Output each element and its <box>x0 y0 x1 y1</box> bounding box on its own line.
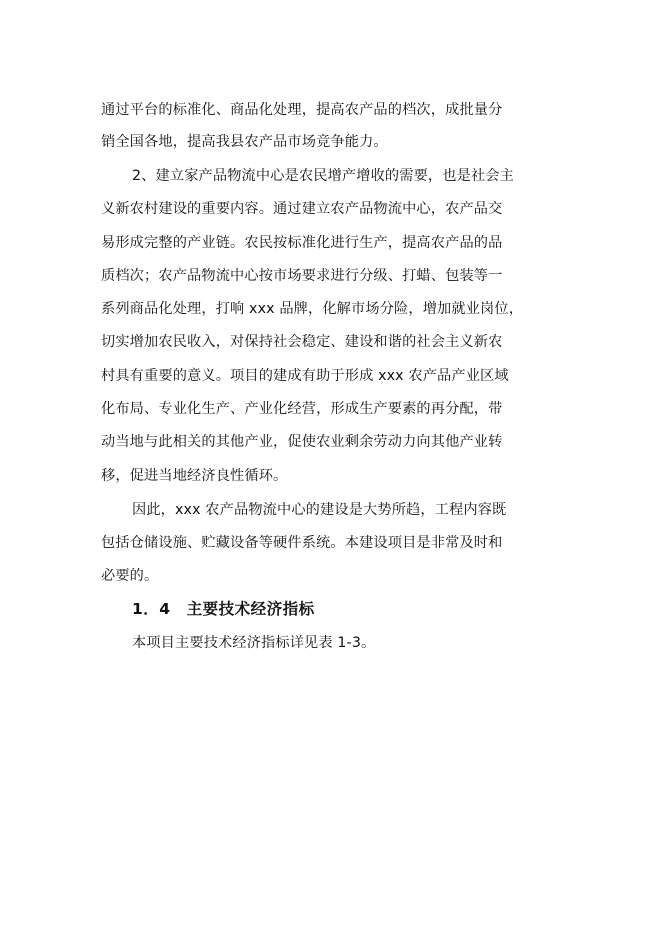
paragraph-line: 销全国各地，提高我县农产品市场竞争能力。 <box>101 134 388 150</box>
paragraph-line: 因此，xxx 农产品物流中心的建设是大势所趋，工程内容既 <box>132 502 507 518</box>
paragraph-line: 易形成完整的产业链。农民按标准化进行生产，提高农产品的品 <box>101 235 503 251</box>
paragraph-line: 移，促进当地经济良性循环。 <box>101 468 288 484</box>
paragraph-line: 2、建立家产品物流中心是农民增产增收的需要，也是社会主 <box>132 168 514 184</box>
paragraph-line: 必要的。 <box>101 568 159 584</box>
paragraph-line: 动当地与此相关的其他产业，促使农业剩余劳动力向其他产业转 <box>101 434 503 450</box>
paragraph-line: 村具有重要的意义。项目的建成有助于形成 xxx 农产品产业区域 <box>101 368 509 384</box>
paragraph-line: 包括仓储设施、贮藏设备等硬件系统。本建设项目是非常及时和 <box>101 535 503 551</box>
section-heading: 1．4 主要技术经济指标 <box>132 600 315 618</box>
paragraph-line: 通过平台的标准化、商品化处理，提高农产品的档次，成批量分 <box>101 102 503 118</box>
paragraph-line: 系列商品化处理，打响 xxx 品牌，化解市场分险，增加就业岗位， <box>101 301 524 317</box>
paragraph-line: 义新农村建设的重要内容。通过建立农产品物流中心，农产品交 <box>101 201 503 217</box>
paragraph-line: 质档次；农产品物流中心按市场要求进行分级、打蜡、包装等一 <box>101 268 503 284</box>
paragraph-line: 本项目主要技术经济指标详见表 1-3。 <box>132 635 376 651</box>
paragraph-line: 化布局、专业化生产、产业化经营，形成生产要素的再分配，带 <box>101 401 503 417</box>
paragraph-line: 切实增加农民收入，对保持社会稳定、建设和谐的社会主义新农 <box>101 334 503 350</box>
